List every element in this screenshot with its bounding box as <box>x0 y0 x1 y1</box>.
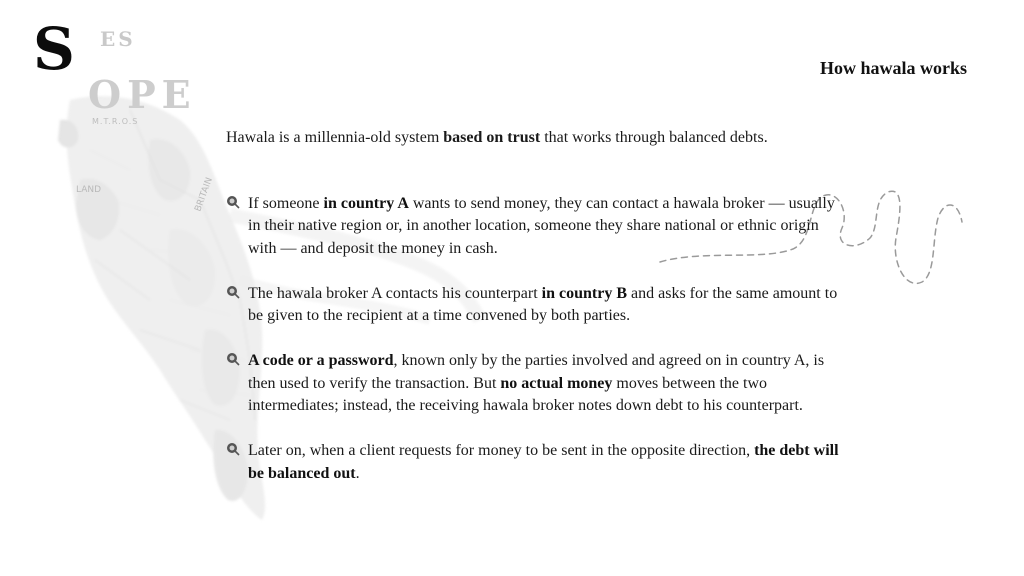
step-emphasis: in country A <box>323 195 409 212</box>
step-emphasis: no actual money <box>500 374 613 392</box>
step-item <box>226 193 846 260</box>
step-emphasis: A code or a password <box>248 352 394 370</box>
step-text: , known only by the parties involved and agreed on in country A, is then used to verify the transaction. But <box>248 352 825 392</box>
map-label-land: LAND <box>76 185 102 195</box>
intro-text-bold: based on trust <box>443 129 541 146</box>
page-title: How hawala works <box>819 58 967 78</box>
location-pin-icon <box>226 285 240 299</box>
location-pin-icon <box>226 352 240 366</box>
location-pin-icon <box>226 195 240 209</box>
step-emphasis: the debt will be balanced out <box>248 442 839 482</box>
step-text: Later on, when a client requests for money to be sent in the opposite direction, <box>248 442 755 460</box>
step-emphasis: in country B <box>541 284 628 302</box>
steps-list <box>226 193 846 508</box>
map-label-britain: BRITAIN <box>193 176 215 214</box>
step-item <box>226 283 846 328</box>
step-text: moves between the two intermediates; instead, the receiving hawala broker notes down debt to his counterpart. <box>248 374 803 415</box>
intro-text-before: Hawala is a millennia-old system <box>226 129 444 146</box>
step-item <box>226 440 846 485</box>
intro-paragraph <box>226 127 926 149</box>
step-text: and asks for the same amount to be given to the recipient at a time convened by both parties. <box>248 284 838 325</box>
location-pin-icon <box>226 442 240 456</box>
map-label-mtros: M.T.R.O.S <box>92 117 139 126</box>
publication-logo: S <box>33 15 73 83</box>
map-label-ope: OPE <box>88 72 197 117</box>
step-item <box>226 350 846 417</box>
step-text: The hawala broker A contacts his counterpart <box>248 284 542 302</box>
intro-text-after: that works through balanced debts. <box>540 129 768 146</box>
step-text: wants to send money, they can contact a hawala broker — usually in their native region or, in another location, someone they share national or ethnic origin with — and deposit the money in cash. <box>248 195 835 257</box>
map-label-es: ES <box>100 27 136 51</box>
step-text: . <box>355 464 360 482</box>
step-text: If someone <box>248 195 324 212</box>
